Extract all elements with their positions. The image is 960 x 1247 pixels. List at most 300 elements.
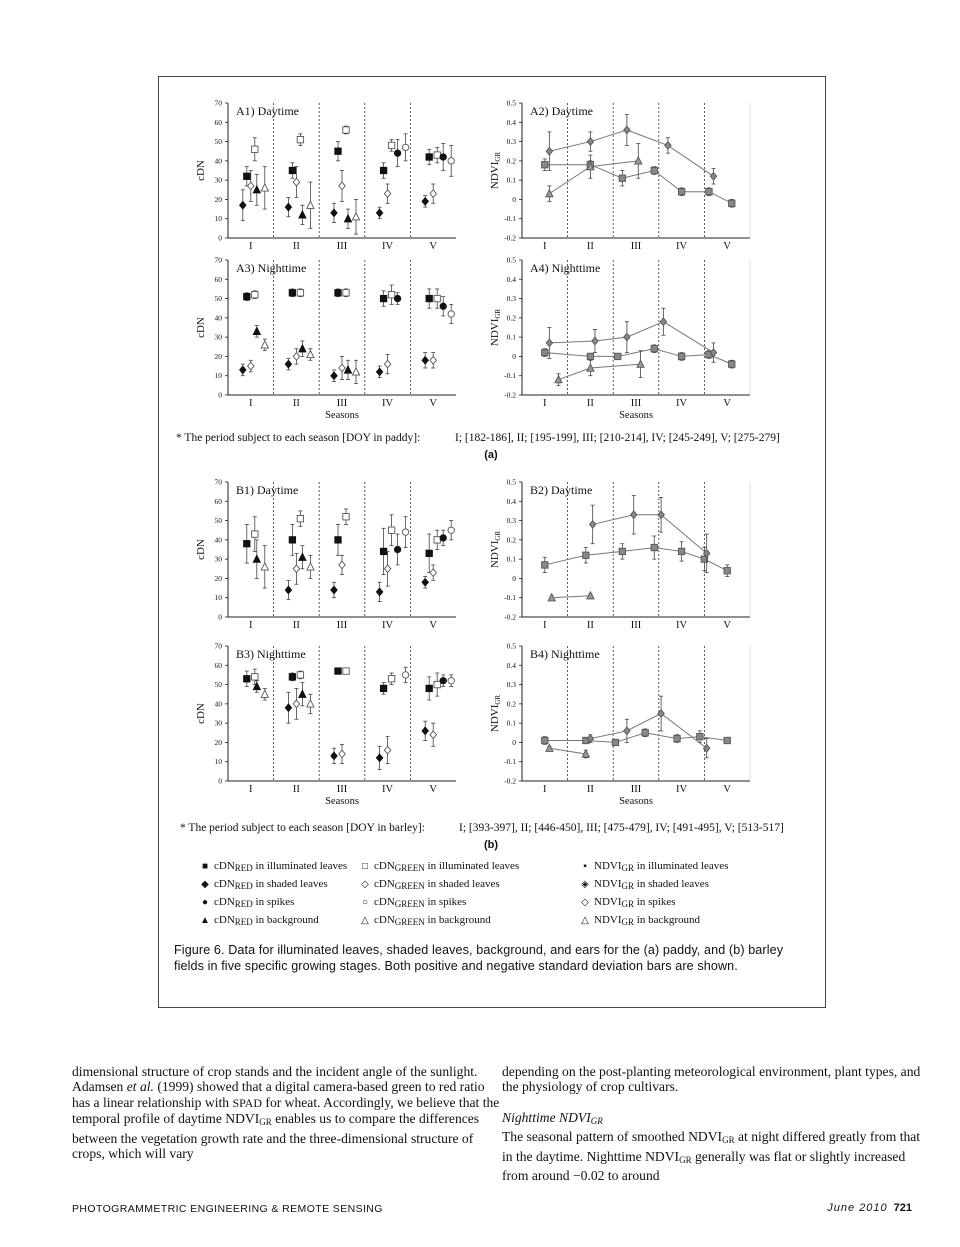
- data-point: [587, 592, 594, 599]
- data-point: [402, 529, 408, 535]
- heading-text: Nighttime NDVI: [502, 1109, 591, 1125]
- data-point: [440, 535, 446, 541]
- legend-sub: GR: [621, 881, 635, 891]
- data-point: [388, 292, 394, 298]
- data-point: [542, 562, 548, 568]
- legend-prefix: cDN: [374, 914, 395, 926]
- series-square-open: [252, 509, 441, 551]
- data-point: [642, 730, 648, 736]
- legend-symbol: △: [581, 915, 589, 926]
- data-point: [339, 364, 345, 372]
- season-tick-label: I: [543, 241, 547, 252]
- legend-text: in illuminated leaves: [252, 860, 348, 872]
- data-point: [293, 565, 299, 573]
- data-point: [546, 147, 552, 155]
- data-point: [430, 356, 436, 364]
- legend-text: in background: [252, 914, 319, 926]
- data-point: [589, 521, 595, 529]
- seasons-axis-label: Seasons: [619, 796, 653, 807]
- y-axis-label: cDN: [195, 703, 207, 724]
- legend-sub: RED: [234, 917, 253, 927]
- y-axis-label: NDVIGR: [489, 694, 502, 733]
- data-point: [426, 550, 432, 556]
- chart-panel-b4: [489, 642, 750, 808]
- data-point: [244, 173, 250, 179]
- data-point: [307, 351, 314, 358]
- panel-title: A4) Nighttime: [530, 261, 601, 275]
- y-tick-label: 10: [214, 371, 222, 381]
- season-tick-label: V: [429, 398, 437, 409]
- y-tick-label: 70: [214, 641, 222, 651]
- data-point: [376, 368, 382, 376]
- series-square-open: [252, 285, 441, 308]
- y-tick-label: 0.4: [506, 117, 516, 127]
- y-axis-label: NDVIGR: [489, 151, 502, 190]
- data-point: [376, 754, 382, 762]
- text-run: The seasonal pattern of smoothed NDVI: [502, 1129, 723, 1145]
- legend-item: [576, 860, 728, 873]
- data-point: [244, 676, 250, 682]
- data-point: [339, 182, 345, 190]
- subscript: GR: [259, 1117, 272, 1128]
- data-point: [631, 511, 637, 519]
- data-point: [440, 678, 446, 684]
- y-tick-label: 30: [214, 175, 222, 185]
- data-point: [376, 209, 382, 217]
- y-tick-label: 0: [512, 351, 516, 361]
- series-line: [545, 548, 727, 571]
- y-tick-label: 0.3: [506, 137, 516, 147]
- y-tick-label: 0.5: [506, 641, 516, 651]
- legend-symbol: △: [361, 915, 369, 926]
- legend-item: [196, 914, 319, 927]
- panel-title: B1) Daytime: [236, 483, 299, 497]
- data-point: [252, 292, 258, 298]
- legend-symbol: ◇: [361, 879, 369, 890]
- legend-sub: GREEN: [394, 881, 425, 891]
- data-point: [261, 184, 268, 191]
- seasons-axis-label: Seasons: [619, 410, 653, 421]
- panel-title: A1) Daytime: [236, 104, 299, 118]
- data-point: [261, 341, 268, 348]
- data-point: [615, 353, 621, 359]
- data-point: [285, 360, 291, 368]
- legend-prefix: cDN: [214, 878, 235, 890]
- series-diamond-filled: [240, 353, 429, 382]
- legend-sub: GREEN: [394, 899, 425, 909]
- y-tick-label: 20: [214, 351, 222, 361]
- y-tick-label: 20: [214, 573, 222, 583]
- data-point: [352, 213, 359, 220]
- data-point: [624, 333, 630, 341]
- chart-panel-a4: [489, 256, 750, 422]
- data-point: [430, 190, 436, 198]
- legend-text: in background: [634, 914, 700, 926]
- subscript: GR: [722, 1135, 735, 1146]
- season-tick-label: V: [723, 620, 731, 631]
- legend-item: [196, 860, 347, 873]
- data-point: [546, 190, 553, 197]
- data-point: [285, 203, 291, 211]
- legend-text: in shaded leaves: [634, 878, 709, 890]
- data-point: [376, 588, 382, 596]
- data-point: [293, 700, 299, 708]
- page-footer: [827, 1202, 912, 1214]
- y-tick-label: 70: [214, 98, 222, 108]
- season-tick-label: V: [723, 784, 731, 795]
- data-point: [261, 563, 268, 570]
- y-tick-label: 0: [512, 573, 516, 583]
- season-tick-label: II: [586, 241, 594, 252]
- season-tick-label: V: [723, 398, 731, 409]
- data-point: [394, 150, 400, 156]
- season-tick-label: II: [292, 241, 300, 252]
- data-point: [335, 537, 341, 543]
- y-tick-label: 50: [214, 516, 222, 526]
- data-point: [624, 727, 630, 735]
- season-tick-label: I: [543, 398, 547, 409]
- body-column-left: [72, 1064, 502, 1161]
- data-point: [252, 674, 258, 680]
- data-point: [307, 700, 314, 707]
- data-point: [434, 152, 440, 158]
- data-point: [619, 175, 625, 181]
- series-triangle-filled: [253, 174, 351, 228]
- y-tick-label: -0.1: [504, 371, 516, 381]
- series-triangle-open: [261, 167, 359, 235]
- y-tick-label: 0.1: [506, 175, 516, 185]
- y-tick-label: 0.4: [506, 660, 516, 670]
- season-tick-label: III: [630, 241, 642, 252]
- data-point: [253, 555, 260, 562]
- y-tick-label: 60: [214, 496, 222, 506]
- season-tick-label: I: [249, 398, 253, 409]
- legend-item: [356, 878, 500, 891]
- data-point: [253, 186, 260, 193]
- panel-title: A3) Nighttime: [236, 261, 307, 275]
- season-tick-label: IV: [382, 620, 394, 631]
- season-tick-label: II: [292, 620, 300, 631]
- data-point: [448, 158, 454, 164]
- data-point: [587, 138, 593, 146]
- period-values-b: I; [393-397], II; [446-450], III; [475-479], IV; [491-495], V; [513-517]: [459, 822, 784, 834]
- chart-panel-b2: [489, 478, 750, 632]
- legend-prefix: cDN: [374, 878, 395, 890]
- y-tick-label: 0.5: [506, 98, 516, 108]
- data-point: [430, 569, 436, 577]
- legend-item: [356, 914, 491, 927]
- panel-title: A2) Daytime: [530, 104, 593, 118]
- season-tick-label: V: [429, 241, 437, 252]
- figure-caption: Figure 6. Data for illuminated leaves, shaded leaves, background, and ears for the (a) paddy, and (b) barley fields in five specific growing stages. Both positive and negative standard deviation bars are shown.: [174, 943, 784, 973]
- y-tick-label: 70: [214, 477, 222, 487]
- legend-symbol: ○: [361, 897, 369, 908]
- series-square-open: [252, 668, 441, 696]
- data-point: [546, 744, 553, 751]
- legend-sub: RED: [234, 899, 253, 909]
- issue-date: June 2010: [827, 1202, 888, 1214]
- data-point: [706, 189, 712, 195]
- data-point: [426, 154, 432, 160]
- data-point: [678, 189, 684, 195]
- figure-legend: [196, 858, 796, 934]
- data-point: [583, 552, 589, 558]
- text-run: at night differed greatly from that in the daytime. Nighttime NDVI: [502, 1129, 921, 1164]
- panel-title: B2) Daytime: [530, 483, 593, 497]
- journal-name: PHOTOGRAMMETRIC ENGINEERING & REMOTE SENSING: [72, 1203, 383, 1215]
- data-point: [724, 737, 730, 743]
- season-tick-label: III: [630, 620, 642, 631]
- legend-sub: RED: [234, 881, 253, 891]
- paragraph: depending on the post-planting meteorological environment, plant types, and the physiology of crop cultivars.: [502, 1064, 921, 1095]
- y-tick-label: 50: [214, 294, 222, 304]
- season-tick-label: IV: [676, 784, 688, 795]
- legend-prefix: cDN: [214, 914, 235, 926]
- section-heading: [502, 1110, 932, 1129]
- data-point: [285, 586, 291, 594]
- season-tick-label: III: [630, 784, 642, 795]
- y-tick-label: 0: [512, 194, 516, 204]
- series-line: [552, 596, 591, 598]
- y-tick-label: 20: [214, 737, 222, 747]
- series-triangle: [548, 592, 594, 601]
- data-point: [592, 337, 598, 345]
- y-tick-label: -0.1: [504, 593, 516, 603]
- data-point: [299, 345, 306, 352]
- data-point: [380, 685, 386, 691]
- legend-prefix: cDN: [374, 896, 395, 908]
- data-point: [612, 739, 618, 745]
- data-point: [542, 737, 548, 743]
- y-axis-label: NDVIGR: [489, 530, 502, 569]
- data-point: [440, 303, 446, 309]
- seasons-axis-label: Seasons: [325, 410, 359, 421]
- season-tick-label: I: [249, 620, 253, 631]
- data-point: [430, 731, 436, 739]
- series-diamond: [546, 308, 717, 362]
- data-point: [422, 727, 428, 735]
- season-tick-label: IV: [676, 241, 688, 252]
- data-point: [448, 311, 454, 317]
- season-tick-label: II: [586, 620, 594, 631]
- season-tick-label: IV: [382, 241, 394, 252]
- y-axis-label-sub: GR: [494, 151, 502, 162]
- y-tick-label: 0.2: [506, 535, 516, 545]
- season-tick-label: IV: [676, 398, 688, 409]
- legend-item: [576, 878, 709, 891]
- y-tick-label: 0.2: [506, 699, 516, 709]
- paragraph: [502, 1129, 932, 1183]
- period-note-a: * The period subject to each season [DOY in paddy]:: [176, 432, 421, 444]
- season-tick-label: V: [429, 784, 437, 795]
- data-point: [339, 561, 345, 569]
- panel-title: B4) Nighttime: [530, 647, 600, 661]
- data-point: [422, 578, 428, 586]
- season-tick-label: III: [336, 398, 348, 409]
- y-tick-label: 0.2: [506, 313, 516, 323]
- y-tick-label: 0: [218, 612, 222, 622]
- text-run-italic: et al.: [126, 1079, 154, 1095]
- data-point: [331, 752, 337, 760]
- text-run: for wheat. Accordingly, we believe that the temporal profile of daytime NDVI: [72, 1094, 500, 1127]
- data-point: [380, 167, 386, 173]
- data-point: [384, 190, 390, 198]
- legend-symbol: ▪: [583, 861, 587, 872]
- text-run: generally was flat or slightly increased from around −0.02 to around: [502, 1148, 906, 1184]
- subscript: GR: [679, 1154, 692, 1165]
- season-tick-label: IV: [676, 620, 688, 631]
- series-diamond-open: [248, 167, 437, 204]
- legend-item: [356, 860, 519, 873]
- figure-part-label-a: (a): [484, 449, 498, 461]
- legend-sub: GREEN: [394, 863, 425, 873]
- data-point: [384, 360, 390, 368]
- legend-prefix: NDVI: [594, 878, 622, 890]
- season-tick-label: II: [586, 784, 594, 795]
- y-tick-label: 50: [214, 137, 222, 147]
- series-diamond-filled: [285, 577, 428, 602]
- data-point: [335, 148, 341, 154]
- page-number: 721: [893, 1202, 912, 1214]
- y-tick-label: 0.2: [506, 156, 516, 166]
- series-circle-open: [448, 304, 454, 323]
- period-values-a: I; [182-186], II; [195-199], III; [210-214], IV; [245-249], V; [275-279]: [455, 432, 780, 444]
- legend-sub: GR: [621, 863, 635, 873]
- series-diamond-open: [293, 551, 436, 586]
- chart-panel-b1: [195, 478, 456, 632]
- y-tick-label: 0.3: [506, 680, 516, 690]
- data-point: [307, 563, 314, 570]
- y-tick-label: 40: [214, 313, 222, 323]
- series-diamond: [546, 115, 717, 184]
- data-point: [240, 366, 246, 374]
- text-run: enables us to compare the differences between the vegetation growth rate and the three-dimensional structure of crops, which will vary: [72, 1111, 480, 1162]
- y-tick-label: -0.2: [504, 233, 516, 243]
- data-point: [248, 362, 254, 370]
- data-point: [335, 290, 341, 296]
- legend-item: [576, 896, 676, 909]
- y-tick-label: 0: [512, 737, 516, 747]
- data-point: [665, 142, 671, 150]
- season-tick-label: II: [586, 398, 594, 409]
- y-tick-label: 60: [214, 660, 222, 670]
- legend-symbol: □: [361, 861, 369, 872]
- y-tick-label: -0.2: [504, 612, 516, 622]
- y-tick-label: 0.1: [506, 332, 516, 342]
- y-tick-label: 50: [214, 680, 222, 690]
- legend-prefix: cDN: [374, 860, 395, 872]
- body-column-right: [502, 1064, 932, 1183]
- data-point: [307, 201, 314, 208]
- y-tick-label: 0: [218, 776, 222, 786]
- series-circle-filled: [440, 675, 446, 687]
- data-point: [343, 668, 349, 674]
- series-triangle-filled: [253, 540, 306, 579]
- data-point: [448, 678, 454, 684]
- y-tick-label: 40: [214, 156, 222, 166]
- data-point: [343, 127, 349, 133]
- legend-text: in shaded leaves: [252, 878, 328, 890]
- text-run-smallcaps: SPAD: [232, 1095, 263, 1110]
- y-tick-label: 0: [218, 233, 222, 243]
- season-tick-label: I: [249, 784, 253, 795]
- data-point: [388, 142, 394, 148]
- season-tick-label: I: [543, 784, 547, 795]
- y-axis-label-sub: GR: [494, 530, 502, 541]
- season-tick-label: V: [429, 620, 437, 631]
- series-line: [549, 130, 713, 176]
- data-point: [343, 514, 349, 520]
- series-line: [545, 349, 732, 364]
- data-point: [299, 211, 306, 218]
- text-run: dimensional structure of crop stands and the incident angle of the sunlight. Adamsen: [72, 1064, 478, 1095]
- data-point: [244, 541, 250, 547]
- chart-panel-b3: [195, 642, 456, 808]
- chart-panel-a1: [195, 99, 456, 253]
- legend-prefix: NDVI: [594, 860, 622, 872]
- legend-symbol: ▲: [200, 915, 210, 926]
- data-point: [285, 704, 291, 712]
- data-point: [422, 198, 428, 206]
- legend-text: in spikes: [424, 896, 467, 908]
- data-point: [651, 167, 657, 173]
- y-tick-label: 0.3: [506, 294, 516, 304]
- data-point: [261, 690, 268, 697]
- y-axis-label: cDN: [195, 539, 207, 560]
- y-axis-label-sub: GR: [494, 694, 502, 705]
- data-point: [384, 746, 390, 754]
- data-point: [651, 544, 657, 550]
- data-point: [434, 295, 440, 301]
- seasons-axis-label: Seasons: [325, 796, 359, 807]
- season-tick-label: IV: [382, 784, 394, 795]
- y-tick-label: 30: [214, 718, 222, 728]
- y-tick-label: 70: [214, 255, 222, 265]
- legend-sub: GR: [621, 917, 635, 927]
- season-tick-label: II: [292, 784, 300, 795]
- legend-text: in shaded leaves: [424, 878, 500, 890]
- data-point: [546, 339, 552, 347]
- y-tick-label: 10: [214, 593, 222, 603]
- series-diamond-open: [248, 349, 437, 380]
- legend-text: in spikes: [634, 896, 676, 908]
- y-tick-label: 10: [214, 757, 222, 767]
- season-tick-label: I: [543, 620, 547, 631]
- season-tick-label: V: [723, 241, 731, 252]
- series-triangle-open: [261, 339, 359, 383]
- data-point: [253, 683, 260, 690]
- legend-item: [356, 896, 466, 909]
- y-axis-label-sub: GR: [494, 308, 502, 319]
- y-tick-label: 0.4: [506, 496, 516, 506]
- data-point: [710, 172, 716, 180]
- y-tick-label: -0.1: [504, 214, 516, 224]
- season-tick-label: IV: [382, 398, 394, 409]
- data-point: [252, 146, 258, 152]
- data-point: [344, 215, 351, 222]
- season-tick-label: III: [336, 241, 348, 252]
- data-point: [248, 182, 254, 190]
- series-triangle-filled: [253, 326, 351, 380]
- data-point: [339, 750, 345, 758]
- data-point: [297, 136, 303, 142]
- paragraph: [72, 1064, 502, 1161]
- legend-item: [196, 896, 294, 909]
- series-line: [558, 364, 640, 379]
- data-point: [297, 672, 303, 678]
- legend-symbol: ◆: [201, 879, 209, 890]
- y-tick-label: 60: [214, 117, 222, 127]
